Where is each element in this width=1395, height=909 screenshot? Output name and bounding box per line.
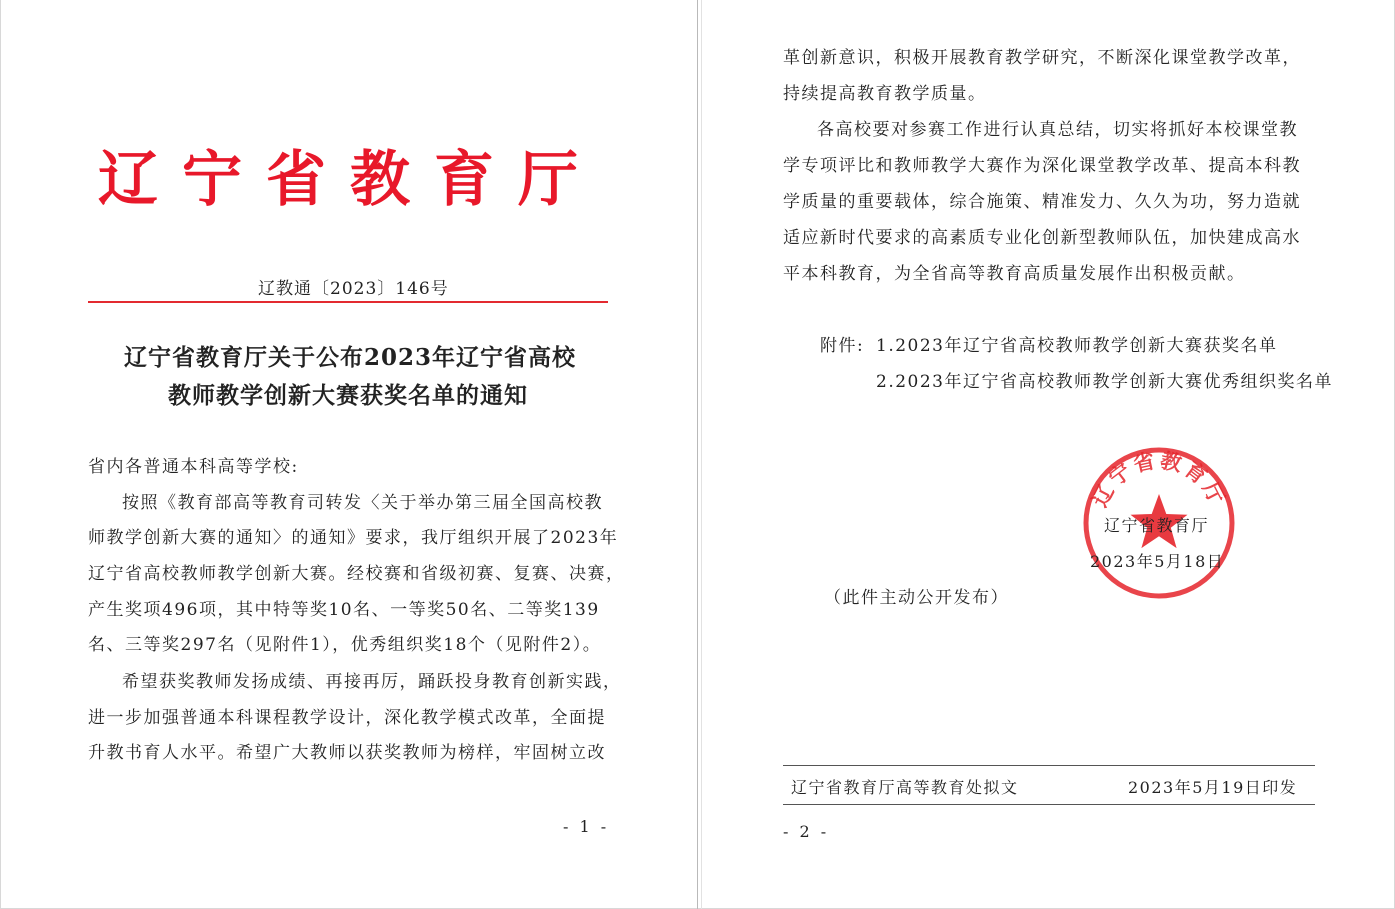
footer-rule-bottom bbox=[783, 804, 1315, 805]
seal-text: 辽宁省教育厅 bbox=[1087, 448, 1231, 511]
body-line: 名、三等奖297名（见附件1），优秀组织奖18个（见附件2）。 bbox=[88, 635, 602, 655]
issuer-heading: 辽宁省教育厅 bbox=[98, 145, 602, 215]
body-line: 持续提高教育教学质量。 bbox=[783, 84, 987, 104]
body-line: 学专项评比和教师教学大赛作为深化课堂教学改革、提高本科教 bbox=[783, 156, 1301, 176]
footer-print-date: 2023年5月19日印发 bbox=[1128, 778, 1298, 797]
body-line: 按照《教育部高等教育司转发〈关于举办第三届全国高校教 bbox=[122, 493, 603, 513]
salutation: 省内各普通本科高等学校: bbox=[88, 457, 299, 477]
signature-date: 2023年5月18日 bbox=[1090, 552, 1225, 571]
red-rule-divider bbox=[88, 301, 608, 303]
body-line: 革创新意识，积极开展教育教学研究，不断深化课堂教学改革， bbox=[783, 48, 1301, 68]
attachment-item-1: 1.2023年辽宁省高校教师教学创新大赛获奖名单 bbox=[876, 336, 1278, 356]
body-line: 师教学创新大赛的通知〉的通知》要求，我厅组织开展了2023年 bbox=[88, 528, 619, 548]
page-gutter-shadow bbox=[701, 0, 702, 909]
page-gutter-line bbox=[697, 0, 698, 909]
page-border-left bbox=[0, 0, 1, 909]
body-line: 学质量的重要载体，综合施策、精准发力、久久为功，努力造就 bbox=[783, 192, 1301, 212]
notice-title-line-2: 教师教学创新大赛获奖名单的通知 bbox=[168, 382, 528, 409]
footer-rule-top bbox=[783, 765, 1315, 766]
page-number: - 2 - bbox=[783, 822, 830, 841]
page-number: - 1 - bbox=[563, 817, 610, 836]
body-line: 产生奖项496项，其中特等奖10名、一等奖50名、二等奖139 bbox=[88, 600, 600, 620]
attachment-item-2: 2.2023年辽宁省高校教师教学创新大赛优秀组织奖名单 bbox=[876, 372, 1333, 392]
body-line: 各高校要对参赛工作进行认真总结，切实将抓好本校课堂教 bbox=[817, 120, 1298, 140]
body-line: 适应新时代要求的高素质专业化创新型教师队伍，加快建成高水 bbox=[783, 228, 1301, 248]
body-line: 进一步加强普通本科课程教学设计，深化教学模式改革，全面提 bbox=[88, 708, 606, 728]
body-line: 升教书育人水平。希望广大教师以获奖教师为榜样，牢固树立改 bbox=[88, 743, 606, 763]
public-release-note: （此件主动公开发布） bbox=[824, 588, 1009, 608]
notice-title-line-1: 辽宁省教育厅关于公布2023年辽宁省高校 bbox=[124, 344, 577, 371]
body-line: 平本科教育，为全省高等教育高质量发展作出积极贡献。 bbox=[783, 264, 1246, 284]
document-number: 辽教通〔2023〕146号 bbox=[258, 279, 449, 299]
body-line: 辽宁省高校教师教学创新大赛。经校赛和省级初赛、复赛、决赛， bbox=[88, 564, 625, 584]
body-line: 希望获奖教师发扬成绩、再接再厉，踊跃投身教育创新实践， bbox=[122, 672, 622, 692]
footer-drafted-by: 辽宁省教育厅高等教育处拟文 bbox=[791, 778, 1019, 797]
signature-org: 辽宁省教育厅 bbox=[1104, 516, 1210, 535]
attachment-label: 附件: bbox=[820, 336, 865, 356]
